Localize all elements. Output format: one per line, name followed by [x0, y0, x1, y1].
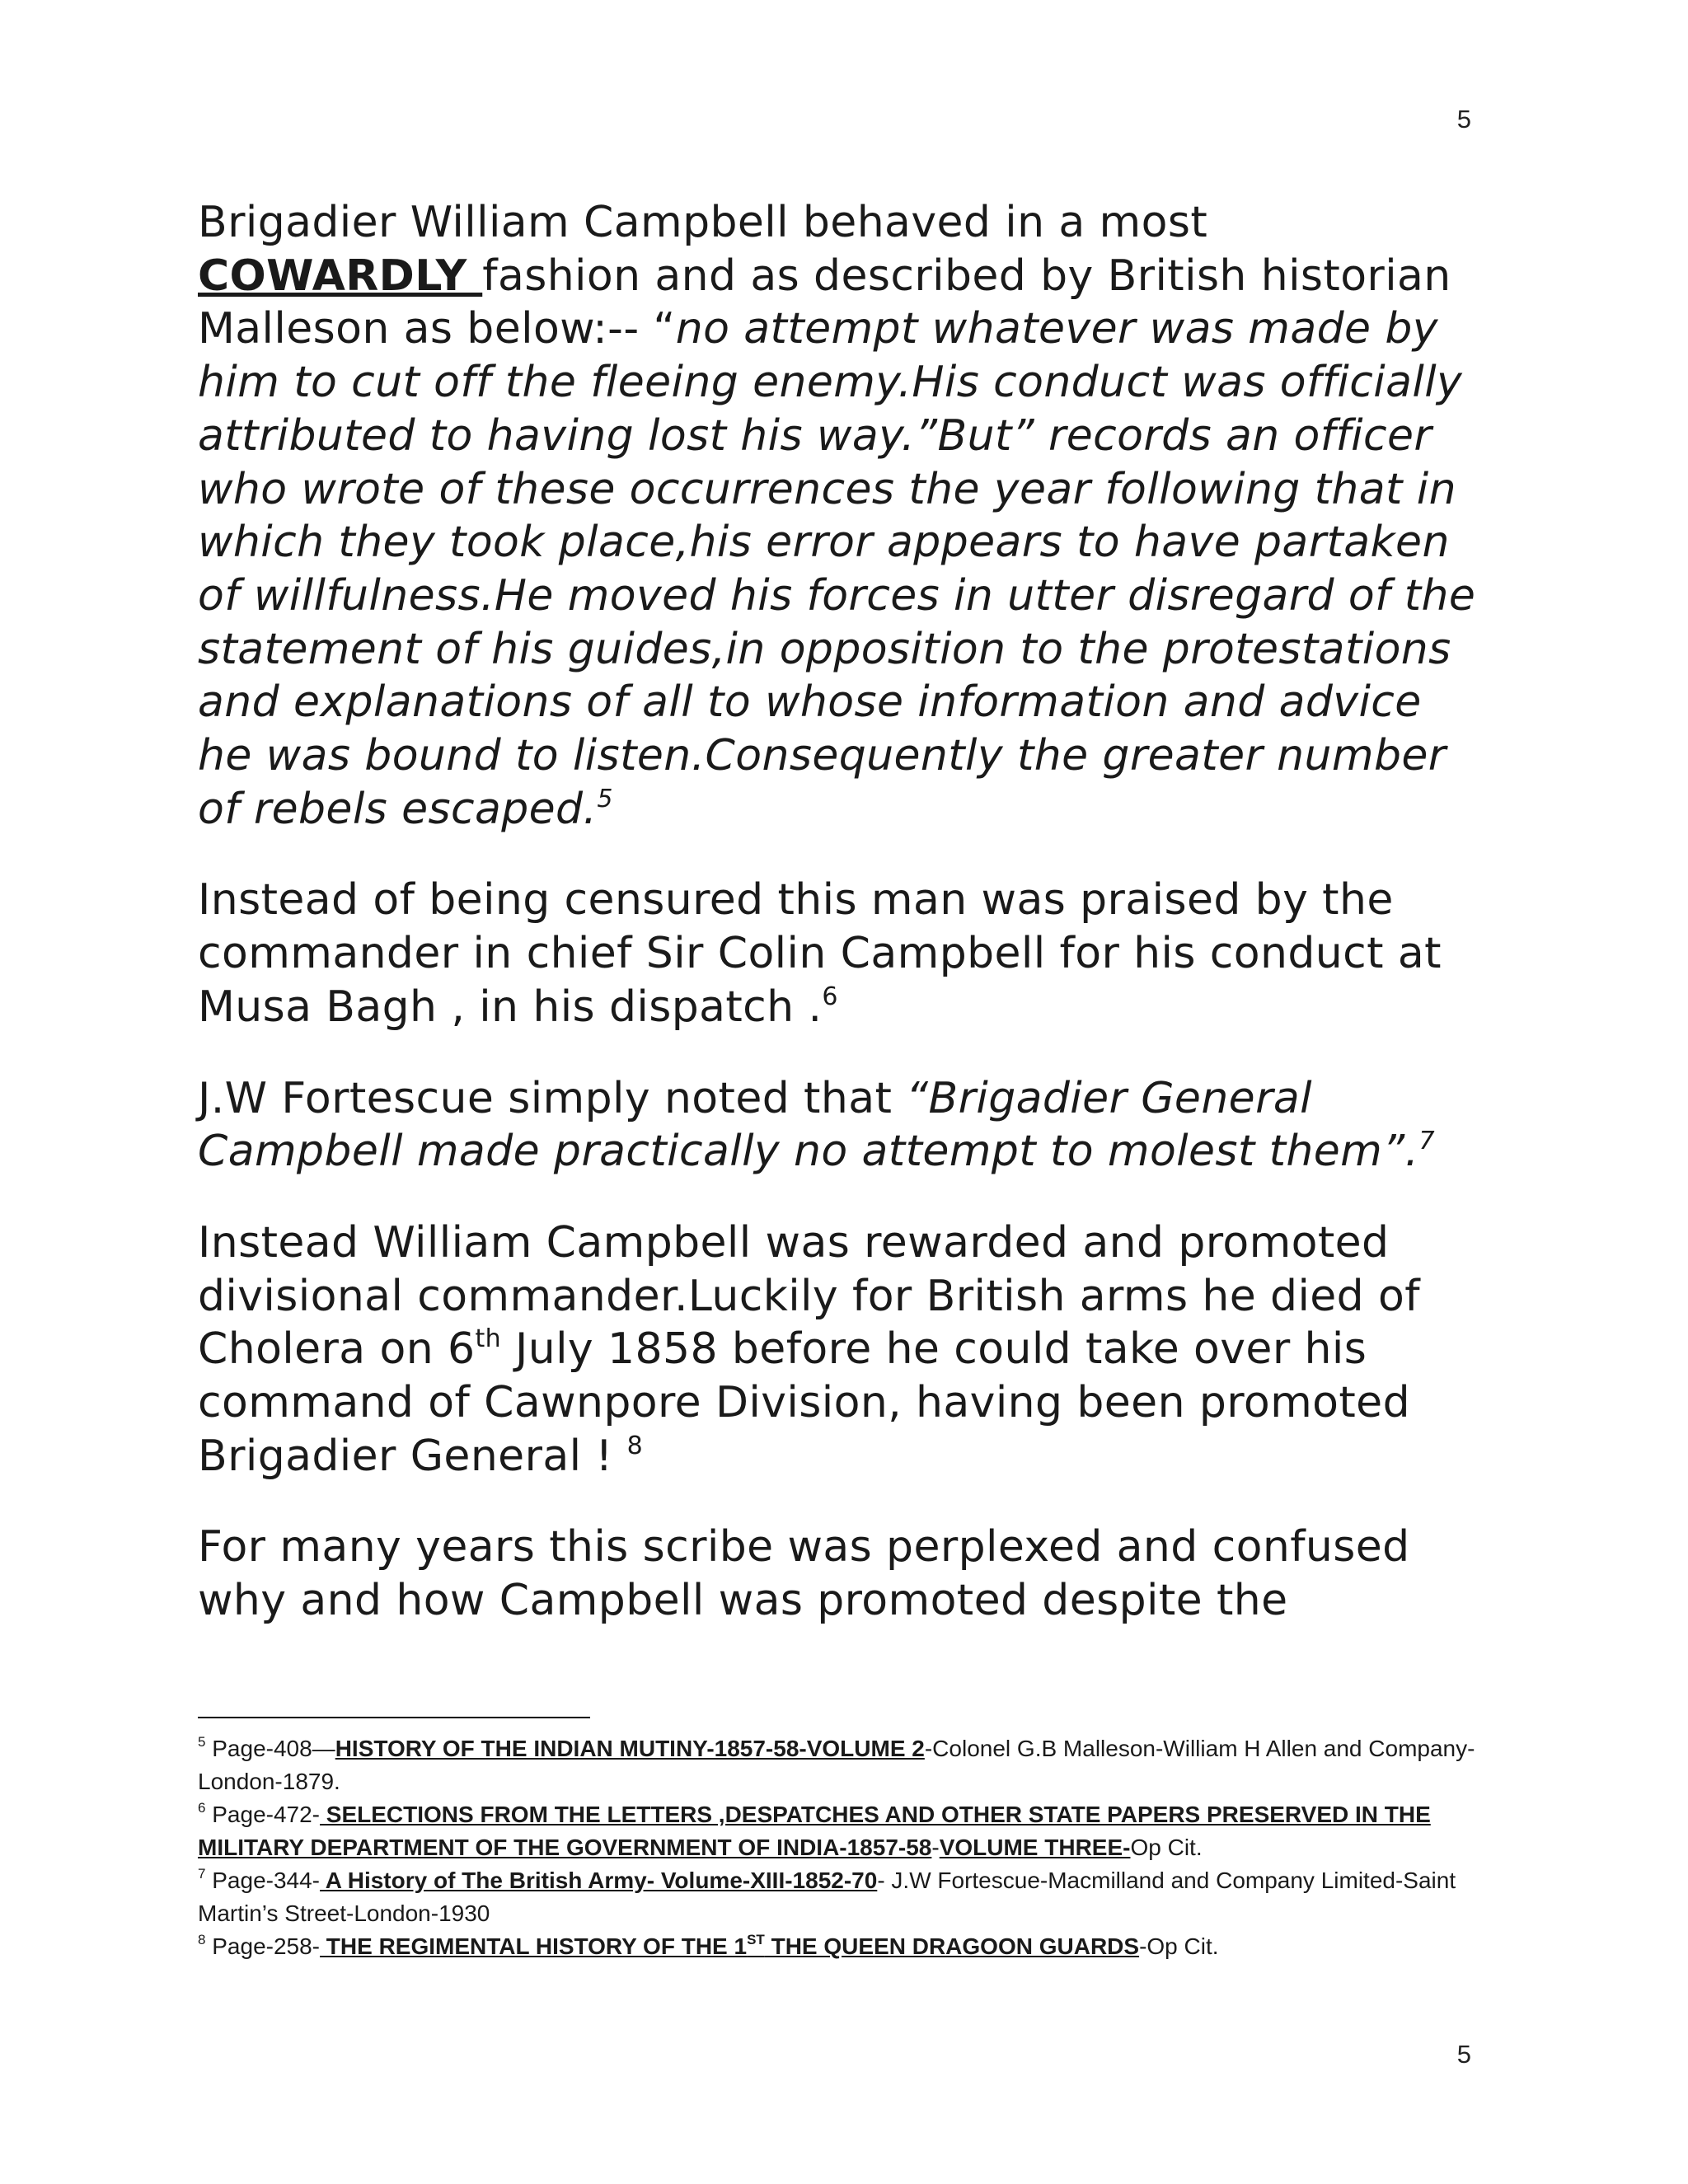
footnote-title: A History of The British Army- Volume-XIII-1852-70 — [320, 1868, 878, 1893]
footnote-page: Page-472- — [212, 1802, 321, 1827]
footnote-title — [320, 1933, 1139, 1959]
paragraph-text: July 1858 before he could take over his command of Cawnpore Division, having been promoted Brigadier General ! — [198, 1324, 1410, 1481]
paragraph-text: fashion and as described by British historian Malleson as below:-- “ — [198, 251, 1451, 354]
footnote-ref-5[interactable]: 5 — [597, 784, 613, 813]
footnotes — [198, 1732, 1500, 1963]
footnote-page: Page-408— — [212, 1736, 335, 1761]
paragraph-text: For many years this scribe was perplexed and confused why and how Campbell was promoted despite the — [198, 1522, 1410, 1626]
paragraph-perplexed — [198, 1521, 1484, 1627]
emphasis-cowardly: COWARDLY — [198, 251, 483, 301]
footnote-title: HISTORY OF THE INDIAN MUTINY-1857-58-VOLUME 2 — [335, 1736, 925, 1761]
page-number-top: 5 — [1456, 105, 1471, 134]
paragraph-text: Instead of being censured this man was praised by the commander in chief Sir Colin Campbell for his conduct at Musa Bagh , in his dispatch . — [198, 875, 1442, 1032]
paragraph-fortescue — [198, 1072, 1484, 1179]
paragraph-praised — [198, 874, 1484, 1033]
footnote-number: 7 — [198, 1866, 206, 1882]
footnote-number: 5 — [198, 1734, 206, 1750]
page-number-bottom: 5 — [1456, 2040, 1471, 2069]
fortescue-quote: “Brigadier General Campbell made practically no attempt to molest them”. — [198, 1073, 1419, 1177]
paragraph-text: J.W Fortescue simply noted that — [198, 1073, 907, 1123]
footnote-5 — [198, 1732, 1500, 1798]
footnote-ref-8[interactable]: 8 — [626, 1431, 644, 1460]
footnote-volume: VOLUME THREE- — [939, 1835, 1131, 1860]
footnote-separator — [198, 1717, 590, 1718]
ordinal-suffix: ST — [747, 1932, 765, 1947]
footnote-6 — [198, 1798, 1500, 1864]
footnote-ref-6[interactable]: 6 — [822, 982, 838, 1011]
footnote-page: Page-344- — [212, 1868, 321, 1893]
footnote-title: SELECTIONS FROM THE LETTERS ,DESPATCHES AND OTHER STATE PAPERS PRESERVED IN THE MILITARY DEPARTMENT OF THE GOVERNMENT OF INDIA-1857-58 — [198, 1802, 1431, 1860]
malleson-quote: no attempt whatever was made by him to cut off the fleeing enemy.His conduct was officially attributed to having lost his way.”But” records an officer who wrote of these occurrences the year following that in which they took place,his error appears to have partaken of willfulness.He moved his forces in utter disregard of the statement of his guides,in opposition to the protestations and explanations of all to whose information and advice he was bound to listen.Consequently the greater number of rebels escaped. — [198, 304, 1476, 834]
footnote-number: 6 — [198, 1800, 206, 1816]
footnote-8 — [198, 1930, 1500, 1963]
ordinal-suffix: th — [475, 1324, 502, 1354]
footnote-source: - J.W Fortescue-Macmilland and Company Limited-Saint Martin’s Street-London-1930 — [198, 1868, 1456, 1926]
footnote-page: Page-258- — [212, 1933, 321, 1959]
footnote-7 — [198, 1864, 1500, 1930]
footnote-separator-dash: - — [931, 1835, 940, 1860]
paragraph-promoted — [198, 1216, 1484, 1483]
footnote-ref-7[interactable]: 7 — [1418, 1127, 1435, 1156]
footnote-title-part: THE REGIMENTAL HISTORY OF THE 1 — [320, 1933, 748, 1959]
footnote-source: Op Cit. — [1130, 1835, 1203, 1860]
paragraph-text: Brigadier William Campbell behaved in a most — [198, 198, 1208, 247]
paragraph-campbell-cowardly — [198, 196, 1484, 836]
footnote-source: -Colonel G.B Malleson-William H Allen and Company-London-1879. — [198, 1736, 1475, 1794]
footnote-number: 8 — [198, 1932, 206, 1947]
main-body-text — [198, 196, 1484, 1666]
footnote-source: -Op Cit. — [1139, 1933, 1219, 1959]
paragraph-text: Instead William Campbell was rewarded and promoted divisional commander.Luckily for British arms he died of Cholera on 6 — [198, 1217, 1420, 1375]
footnote-title-part: THE QUEEN DRAGOON GUARDS — [764, 1933, 1140, 1959]
